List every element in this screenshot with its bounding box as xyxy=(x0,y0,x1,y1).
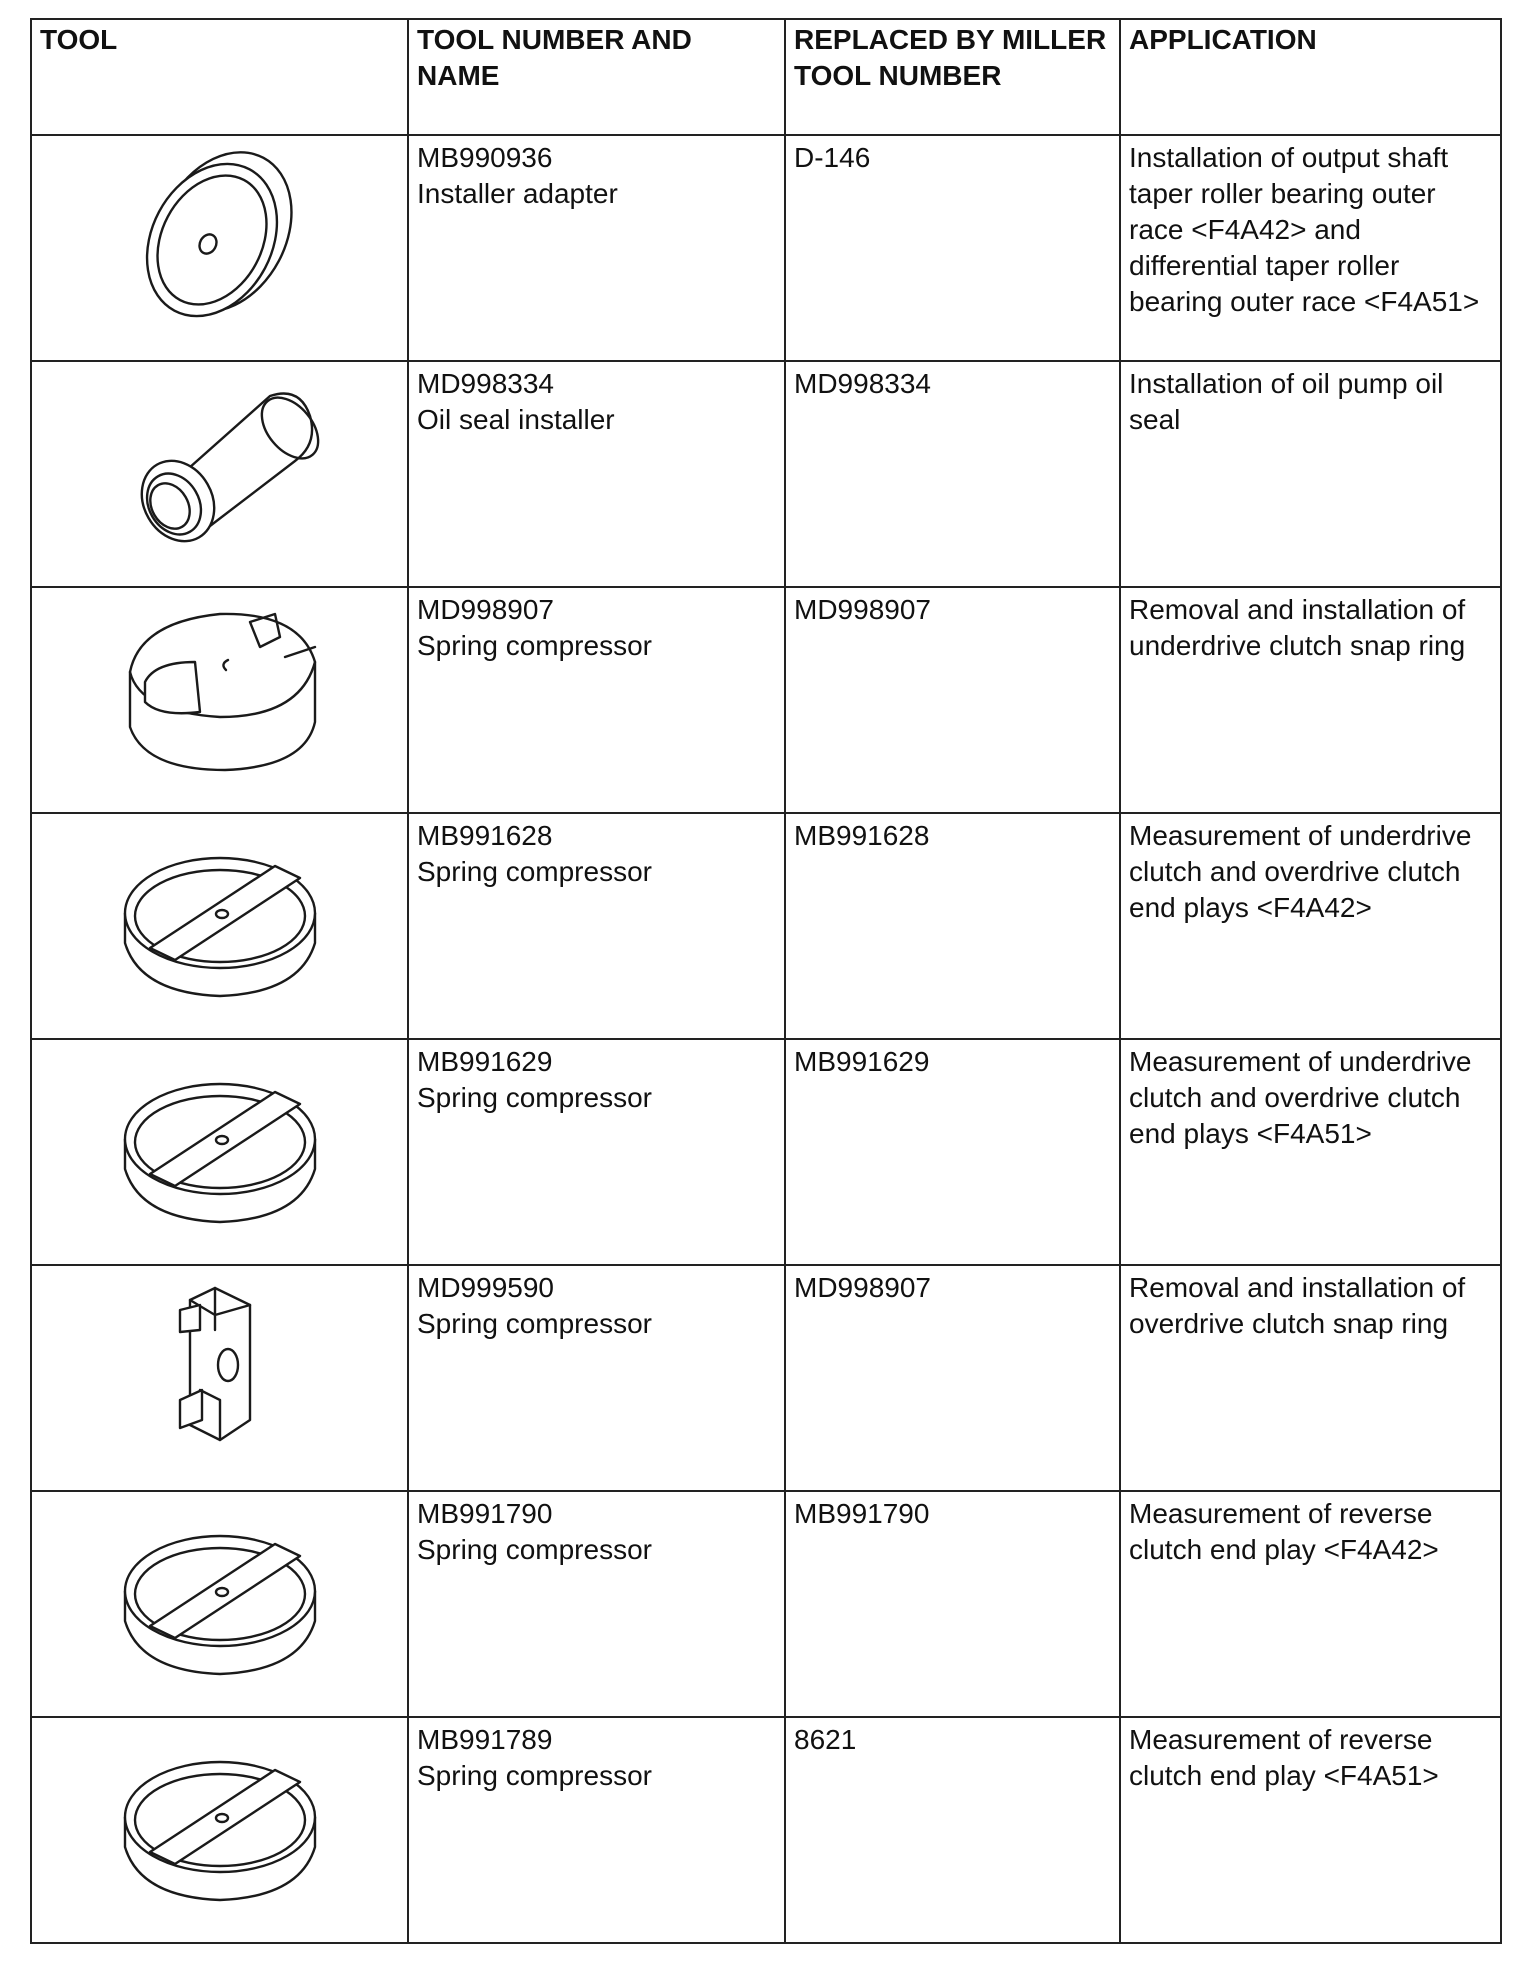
tool-number: MD998334 xyxy=(417,368,554,399)
table-row xyxy=(31,813,1501,1039)
header-application: APPLICATION xyxy=(1120,19,1501,135)
tool-name: Spring compressor xyxy=(417,1760,652,1791)
tool-illustration-cell xyxy=(31,587,408,813)
tool-illustration-cell xyxy=(31,813,408,1039)
table-row xyxy=(31,135,1501,361)
header-replaced-by: REPLACED BY MILLER TOOL NUMBER xyxy=(785,19,1120,135)
tool-name: Spring compressor xyxy=(417,1082,652,1113)
tool-number: MD999590 xyxy=(417,1272,554,1303)
table-row xyxy=(31,1039,1501,1265)
miller-number-cell: 8621 xyxy=(785,1717,1120,1943)
spring-compressor-plate-icon xyxy=(100,1044,340,1234)
miller-number-cell: MB991629 xyxy=(785,1039,1120,1265)
tool-number-name-cell xyxy=(408,361,785,587)
tool-name: Spring compressor xyxy=(417,856,652,887)
tool-number: MD998907 xyxy=(417,594,554,625)
tool-number: MB991790 xyxy=(417,1498,553,1529)
miller-number-cell: MB991628 xyxy=(785,813,1120,1039)
table-row xyxy=(31,587,1501,813)
special-tools-table xyxy=(30,18,1502,1944)
tool-number: MB991628 xyxy=(417,820,553,851)
tool-illustration-cell xyxy=(31,1265,408,1491)
tool-number: MB990936 xyxy=(417,142,553,173)
application-cell: Measurement of reverse clutch end play <F4A51> xyxy=(1120,1717,1501,1943)
spring-compressor-cup-icon xyxy=(100,592,340,782)
application-cell: Measurement of underdrive clutch and overdrive clutch end plays <F4A51> xyxy=(1120,1039,1501,1265)
tool-name: Oil seal installer xyxy=(417,404,615,435)
table-header-row xyxy=(31,19,1501,135)
application-cell: Installation of oil pump oil seal xyxy=(1120,361,1501,587)
miller-number-cell: MD998907 xyxy=(785,587,1120,813)
tool-illustration-cell xyxy=(31,1491,408,1717)
miller-number-cell: MD998334 xyxy=(785,361,1120,587)
table-row xyxy=(31,361,1501,587)
miller-number-cell: MD998907 xyxy=(785,1265,1120,1491)
tool-table-sheet xyxy=(30,18,1500,1944)
tool-name: Installer adapter xyxy=(417,178,618,209)
miller-number-cell: D-146 xyxy=(785,135,1120,361)
tool-name: Spring compressor xyxy=(417,1308,652,1339)
application-cell: Measurement of underdrive clutch and overdrive clutch end plays <F4A42> xyxy=(1120,813,1501,1039)
tool-illustration-cell xyxy=(31,1039,408,1265)
tool-number-name-cell xyxy=(408,1039,785,1265)
tool-illustration-cell xyxy=(31,361,408,587)
spring-compressor-block-icon xyxy=(120,1270,320,1460)
tool-number-name-cell xyxy=(408,1491,785,1717)
header-tool-number-name: TOOL NUMBER AND NAME xyxy=(408,19,785,135)
application-cell: Installation of output shaft taper roller bearing outer race <F4A42> and differential taper roller bearing outer race <F4A51> xyxy=(1120,135,1501,361)
application-cell: Removal and installation of underdrive clutch snap ring xyxy=(1120,587,1501,813)
tool-number-name-cell xyxy=(408,1717,785,1943)
spring-compressor-plate-icon xyxy=(100,818,340,1008)
tool-name: Spring compressor xyxy=(417,1534,652,1565)
tool-number: MB991789 xyxy=(417,1724,553,1755)
tool-illustration-cell xyxy=(31,135,408,361)
table-row xyxy=(31,1491,1501,1717)
spring-compressor-plate-icon xyxy=(100,1496,340,1686)
header-tool: TOOL xyxy=(31,19,408,135)
tool-number-name-cell xyxy=(408,135,785,361)
installer-adapter-icon xyxy=(120,140,320,330)
table-row xyxy=(31,1265,1501,1491)
tool-number: MB991629 xyxy=(417,1046,553,1077)
tool-number-name-cell xyxy=(408,813,785,1039)
application-cell: Measurement of reverse clutch end play <F4A42> xyxy=(1120,1491,1501,1717)
tool-illustration-cell xyxy=(31,1717,408,1943)
oil-seal-installer-icon xyxy=(100,366,340,556)
tool-name: Spring compressor xyxy=(417,630,652,661)
spring-compressor-plate-icon xyxy=(100,1722,340,1912)
miller-number-cell: MB991790 xyxy=(785,1491,1120,1717)
tool-number-name-cell xyxy=(408,1265,785,1491)
tool-number-name-cell xyxy=(408,587,785,813)
application-cell: Removal and installation of overdrive clutch snap ring xyxy=(1120,1265,1501,1491)
table-row xyxy=(31,1717,1501,1943)
